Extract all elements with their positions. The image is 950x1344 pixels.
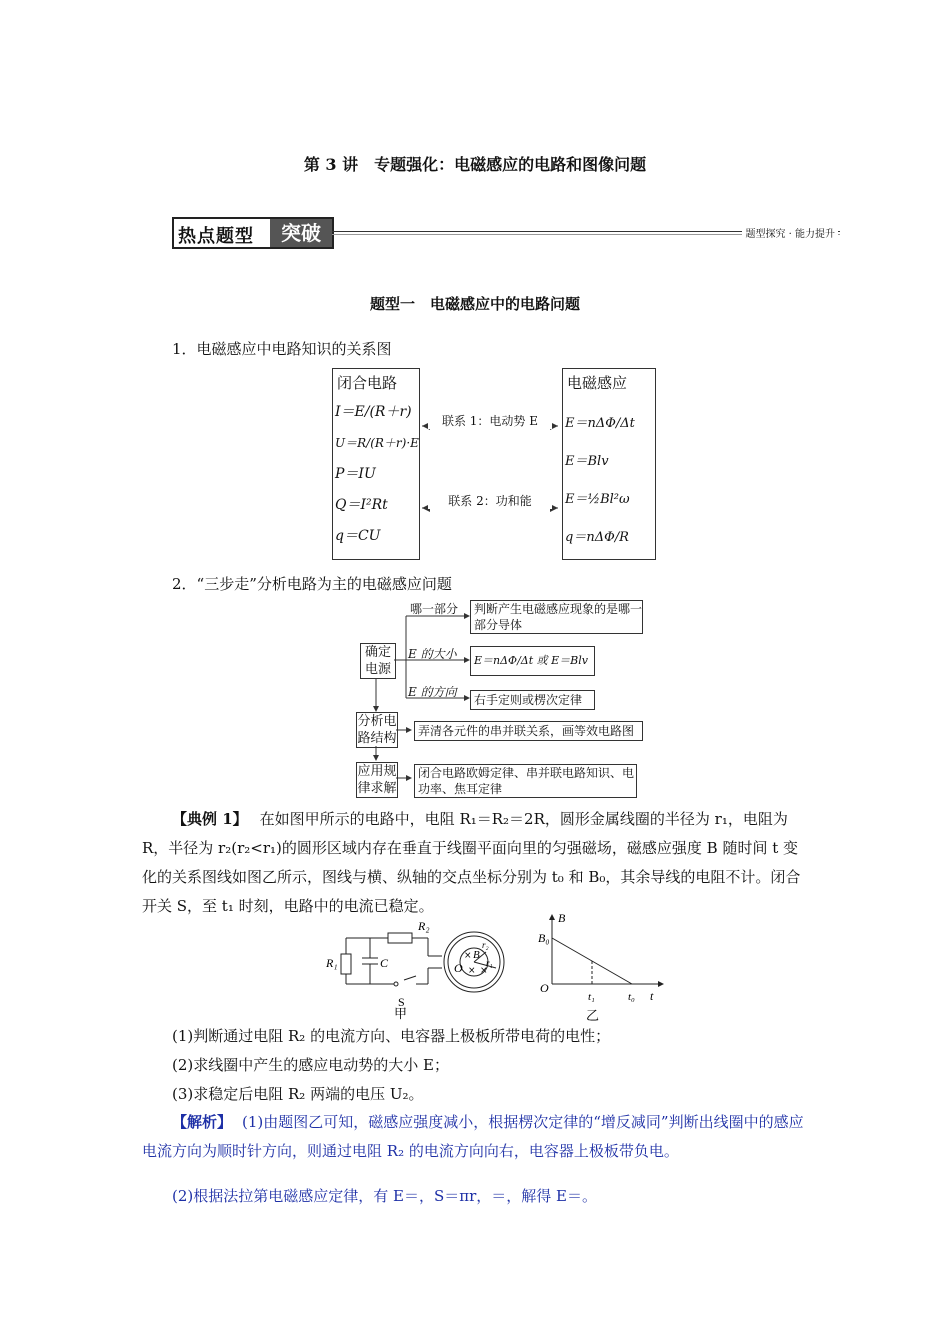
analysis-paragraph (142, 1108, 810, 1166)
formula-emf-rot: E＝½Bl²ω (565, 492, 630, 507)
tick-b0: B₀ (538, 931, 550, 945)
box-applicable-laws: 闭合电路欧姆定律、串并联电路知识、电功率、焦耳定律 (414, 764, 637, 798)
example-label: 【典例 1】 (172, 810, 248, 828)
item-2-heading: 2．“三步走”分析电路为主的电磁感应问题 (172, 575, 452, 593)
formula-current: I＝E/(R＋r) (335, 404, 412, 420)
tick-t1: t₁ (588, 991, 595, 1003)
tick-t0: t₀ (628, 991, 635, 1003)
formula-heat: Q＝I²Rt (335, 497, 388, 513)
figure-circuit (318, 910, 518, 1022)
svg-text:×: × (464, 951, 472, 961)
label-o: O (454, 961, 463, 975)
caption-jia: 甲 (394, 1007, 408, 1022)
induction-box (562, 368, 656, 560)
closed-circuit-title: 闭合电路 (337, 374, 398, 392)
item-1-heading: 1．电磁感应中电路知识的关系图 (172, 340, 392, 358)
question-3: (3)求稳定后电阻 R₂ 两端的电压 U₂。 (172, 1085, 424, 1103)
link-arrows (418, 368, 562, 560)
banner-box (172, 217, 334, 249)
label-s: S (398, 995, 405, 1009)
three-step-flowchart (356, 598, 646, 800)
example-text: 在如图甲所示的电路中，电阻 R₁＝R₂＝2R，圆形金属线圈的半径为 r₁，电阻为 R，半径为 r₂(r₂<r₁)的圆形区域内存在垂直于线圈平面向里的匀强磁场，磁感应强度 B 随时间 t 变化的关系图线如图乙所示，图线与横、纵轴的交点坐标分别为 t₀ 和 B₀，其余导线的电阻不计。闭合开关 S，至 t₁ 时刻，电路中的电流已稳定。 (142, 810, 801, 915)
induction-title: 电磁感应 (567, 374, 628, 392)
box-right-hand-rule: 右手定则或楞次定律 (470, 690, 595, 710)
analysis-label: 【解析】 (172, 1113, 233, 1131)
label-r1: R₁ (326, 956, 338, 970)
banner-left-text: 热点题型 (178, 226, 254, 247)
box-emf-formula: E＝nΔΦ/Δt 或 E＝Blv (470, 646, 595, 676)
figure-b-t-graph (538, 908, 668, 1024)
example-paragraph (142, 805, 810, 921)
formula-q-flux: q＝nΔΦ/R (565, 530, 629, 545)
branch-emf-magnitude: E 的大小 (408, 647, 457, 661)
link-1-label: 联系 1：电动势 E (428, 412, 552, 429)
formula-power: P＝IU (335, 466, 376, 482)
branch-emf-direction: E 的方向 (408, 685, 457, 699)
box-which-conductor: 判断产生电磁感应现象的是哪一部分导体 (470, 600, 643, 634)
label-r1-radius: r₁ (486, 958, 493, 968)
section-banner (172, 217, 844, 247)
svg-text:×: × (480, 966, 488, 976)
box-circuit-structure: 弄清各元件的串并联关系，画等效电路图 (414, 721, 643, 741)
caption-yi: 乙 (586, 1009, 600, 1024)
questions (172, 1022, 840, 1109)
section-heading: 题型一 电磁感应中的电路问题 (369, 295, 580, 313)
formula-voltage: U＝R/(R＋r)·E (335, 436, 419, 450)
closed-circuit-box (332, 368, 420, 560)
formula-emf-flux: E＝nΔΦ/Δt (565, 416, 635, 431)
branch-which-part: 哪一部分 (410, 602, 459, 616)
label-r2: R₂ (418, 919, 430, 933)
question-1: (1)判断通过电阻 R₂ 的电流方向、电容器上极板所带电荷的电性； (172, 1027, 611, 1045)
analysis-part-1: (1)由题图乙可知，磁感应强度减小，根据楞次定律的“增反减同”判断出线圈中的感应电流方向为顺时针方向，则通过电阻 R₂ 的电流方向向右，电容器上极板带负电。 (142, 1113, 804, 1160)
analysis-part-2: (2)根据法拉第电磁感应定律，有 E＝，S＝πr，＝，解得 E＝。 (172, 1187, 597, 1205)
axis-t-label: t (650, 989, 654, 1003)
banner-subtitle: 题型探究 · 能力提升 (742, 225, 838, 240)
step-analyze-circuit: 分析电路结构 (357, 714, 397, 746)
origin-label: O (540, 981, 549, 995)
label-b: B (473, 949, 480, 961)
svg-text:×: × (468, 966, 476, 976)
label-c: C (380, 956, 389, 970)
step-apply-laws: 应用规律求解 (357, 764, 397, 796)
banner-right-text: 突破 (270, 219, 332, 247)
relation-diagram (332, 368, 656, 560)
page-title: 第 3 讲 专题强化：电磁感应的电路和图像问题 (303, 155, 647, 174)
link-2-label: 联系 2：功和能 (428, 492, 552, 509)
formula-charge: q＝CU (335, 528, 381, 544)
question-2: (2)求线圈中产生的感应电动势的大小 E； (172, 1056, 449, 1074)
formula-emf-blv: E＝Blv (565, 454, 609, 469)
step-determine-source: 确定电源 (360, 643, 396, 679)
label-r2-radius: r₂ (482, 940, 489, 950)
axis-b-label: B (558, 911, 566, 925)
